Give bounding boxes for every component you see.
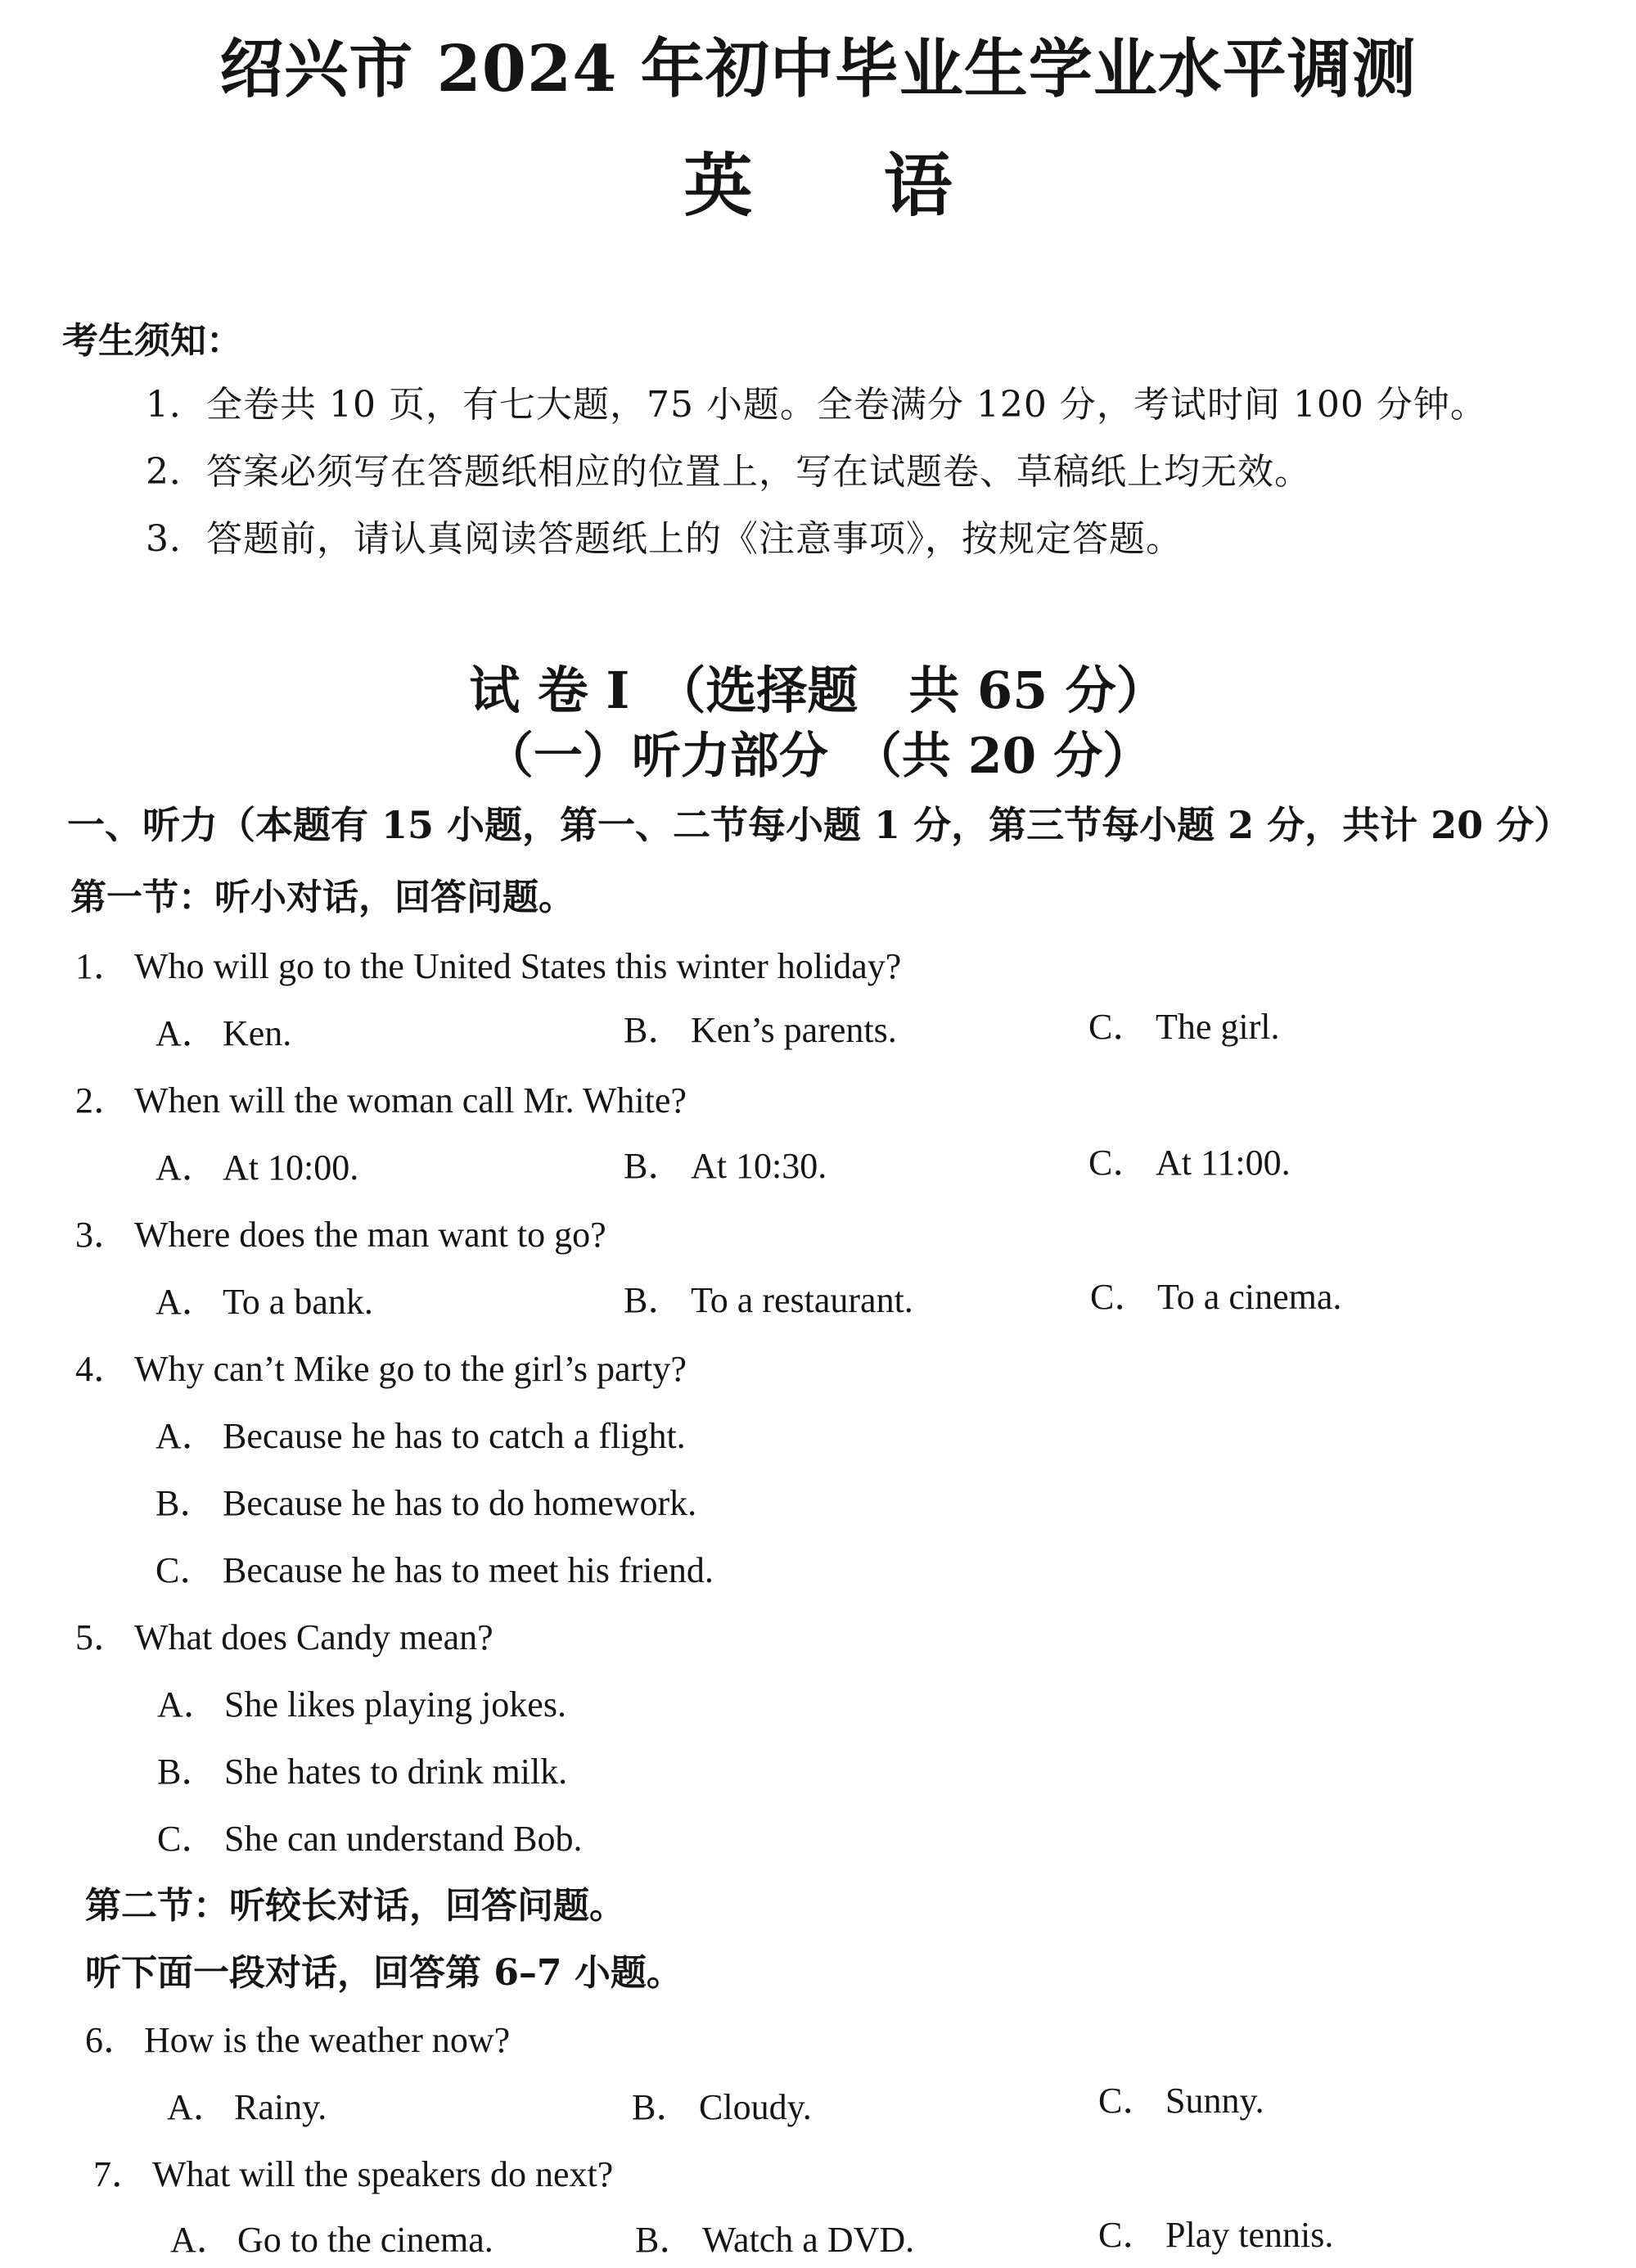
option-7a: A． Go to the cinema. [170, 2220, 494, 2260]
question-text: How is the weather now? [144, 2020, 511, 2060]
option-2b: B． At 10:30. [624, 1146, 827, 1186]
question-5: 5． What does Candy mean? [75, 1617, 494, 1657]
option-6a: A． Rainy. [167, 2087, 327, 2127]
option-4a: A． Because he has to catch a flight. [155, 1416, 686, 1456]
option-1c: C． The girl. [1088, 1007, 1280, 1047]
subject-title: 英语 [683, 145, 1084, 226]
section2-instruction: 听下面一段对话，回答第 6–7 小题。 [85, 1952, 683, 1994]
option-2c: C． At 11:00. [1088, 1143, 1291, 1183]
notice-item: 2．答案必须写在答题纸相应的位置上，写在试题卷、草稿纸上均无效。 [146, 451, 1311, 493]
section2-heading: 第二节：听较长对话，回答问题。 [85, 1885, 625, 1927]
question-4: 4． Why can’t Mike go to the girl’s party? [75, 1349, 687, 1389]
exam-title: 绍兴市 2024 年初中毕业生学业水平调测 [219, 32, 1417, 106]
option-7b: B． Watch a DVD. [635, 2220, 915, 2260]
notice-item: 3．答题前，请认真阅读答题纸上的《注意事项》，按规定答题。 [146, 518, 1183, 560]
option-6b: B． Cloudy. [632, 2087, 812, 2127]
option-2a: A． At 10:00. [155, 1148, 359, 1188]
option-5a: A． She likes playing jokes. [157, 1684, 566, 1725]
option-3a: A． To a bank. [155, 1282, 373, 1322]
question-6: 6． How is the weather now? [85, 2020, 511, 2060]
option-6c: C． Sunny. [1098, 2081, 1264, 2121]
question-text: When will the woman call Mr. White? [134, 1080, 687, 1120]
paper-title: 试 卷 I （选择题 共 65 分） [469, 661, 1167, 720]
option-5c: C． She can understand Bob. [157, 1819, 583, 1859]
question-3: 3． Where does the man want to go? [75, 1215, 606, 1255]
question-text: What will the speakers do next? [152, 2154, 614, 2194]
question-text: Who will go to the United States this winter holiday? [134, 946, 902, 986]
notice-title: 考生须知： [62, 320, 242, 362]
question-2: 2． When will the woman call Mr. White? [75, 1080, 687, 1120]
question-1 [75, 936, 901, 989]
notice-item: 1．全卷共 10 页，有七大题，75 小题。全卷满分 120 分，考试时间 100 分钟。 [146, 384, 1487, 426]
question-text: Why can’t Mike go to the girl’s party? [134, 1349, 687, 1389]
option-4b: B． Because he has to do homework. [155, 1483, 697, 1523]
section1-heading: 第一节：听小对话，回答问题。 [70, 877, 575, 918]
option-7c: C． Play tennis. [1098, 2215, 1334, 2255]
option-5b: B． She hates to drink milk. [157, 1752, 568, 1792]
option-3c: C． To a cinema. [1090, 1277, 1342, 1317]
option-1a: A． Ken. [155, 1013, 292, 1053]
option-1b: B． Ken’s parents. [624, 1010, 897, 1050]
question-7: 7． What will the speakers do next? [93, 2154, 614, 2194]
part-heading: 一、听力（本题有 15 小题，第一、二节每小题 1 分，第三节每小题 2 分，共计 20 分） [67, 803, 1572, 847]
option-3b: B． To a restaurant. [624, 1280, 913, 1320]
section-title: （一）听力部分 （共 20 分） [484, 728, 1152, 785]
question-number: 1． [75, 946, 129, 986]
question-text: What does Candy mean? [134, 1617, 494, 1657]
option-4c: C． Because he has to meet his friend. [155, 1550, 714, 1590]
question-text: Where does the man want to go? [134, 1215, 606, 1255]
